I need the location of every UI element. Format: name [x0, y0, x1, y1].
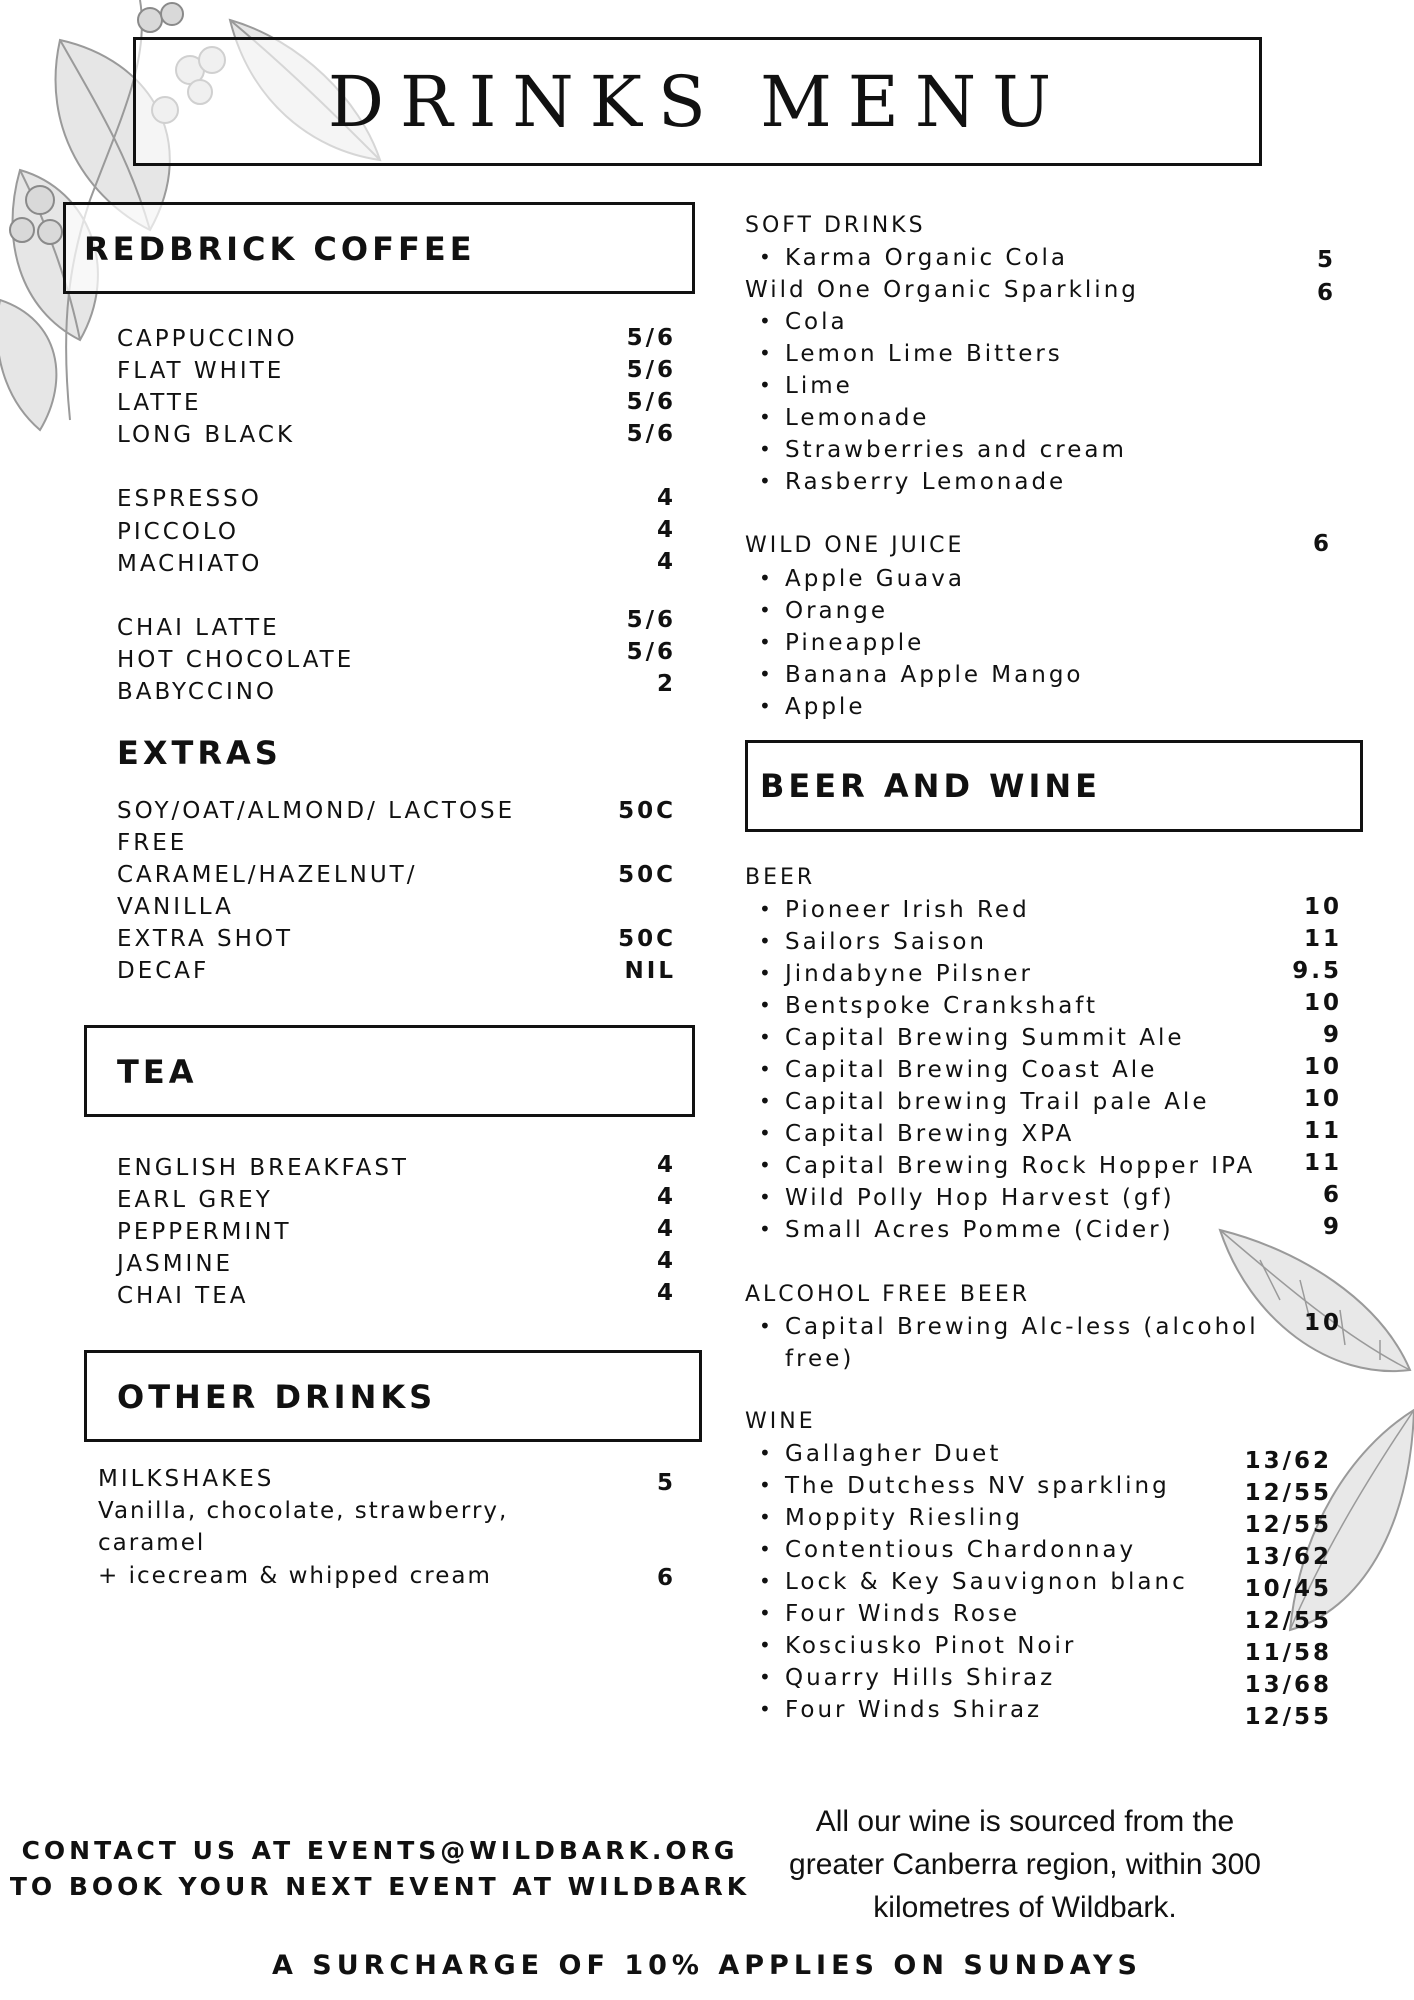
- wine-heading: WINE: [745, 1409, 816, 1434]
- menu-item: • Bentspoke Crankshaft: [785, 993, 1098, 1019]
- menu-price: 9.5: [1292, 958, 1342, 984]
- menu-item: • Gallagher Duet: [785, 1441, 1001, 1467]
- title-box: [133, 37, 1262, 166]
- menu-item: • Karma Organic Cola: [785, 245, 1068, 271]
- menu-item: SOY/OAT/ALMOND/ LACTOSE: [117, 798, 516, 824]
- menu-price: 13/62: [1244, 1544, 1332, 1570]
- menu-item: • Orange: [785, 598, 888, 624]
- menu-price: 4: [656, 1248, 676, 1274]
- menu-price: 11: [1303, 1118, 1342, 1144]
- menu-price: 9: [1322, 1214, 1342, 1240]
- other-heading: OTHER DRINKS: [117, 1378, 437, 1416]
- menu-item: CHAI LATTE: [117, 615, 280, 641]
- menu-item: • Capital Brewing XPA: [785, 1121, 1074, 1147]
- menu-item: LATTE: [117, 390, 202, 416]
- menu-item: FLAT WHITE: [117, 358, 285, 384]
- coffee-heading: REDBRICK COFFEE: [84, 230, 476, 268]
- menu-price: 12/55: [1244, 1608, 1332, 1634]
- menu-item: ESPRESSO: [117, 486, 262, 512]
- menu-price: 5/6: [626, 357, 676, 383]
- menu-price: 5: [656, 1470, 676, 1496]
- menu-price: 4: [656, 549, 676, 575]
- menu-price: 6: [1316, 280, 1336, 306]
- juice-heading: WILD ONE JUICE: [745, 533, 965, 558]
- menu-item: PICCOLO: [117, 519, 239, 545]
- menu-item: • Capital Brewing Summit Ale: [785, 1025, 1185, 1051]
- soft-drinks-heading: SOFT DRINKS: [745, 213, 926, 238]
- menu-item: • Jindabyne Pilsner: [785, 961, 1033, 987]
- menu-item: • Lock & Key Sauvignon blanc: [785, 1569, 1188, 1595]
- menu-item: • Lemonade: [785, 405, 929, 431]
- menu-item: • Small Acres Pomme (Cider): [785, 1217, 1174, 1243]
- menu-price: 11/58: [1244, 1640, 1332, 1666]
- tea-heading: TEA: [117, 1053, 198, 1091]
- wine-source-note: All our wine is sourced from the greater Canberra region, within 300 kilometres of Wildbark.: [789, 1805, 1261, 1924]
- menu-price: 4: [656, 517, 676, 543]
- menu-price: 10: [1303, 1310, 1342, 1336]
- menu-item: • Contentious Chardonnay: [785, 1537, 1136, 1563]
- menu-price: 6: [1312, 531, 1332, 557]
- menu-item: HOT CHOCOLATE: [117, 647, 355, 673]
- menu-item: • Pineapple: [785, 630, 924, 656]
- menu-item: • Banana Apple Mango: [785, 662, 1084, 688]
- menu-item: • Capital Brewing Alc-less (alcohol: [785, 1314, 1259, 1340]
- menu-item: • The Dutchess NV sparkling: [785, 1473, 1170, 1499]
- menu-price: 4: [656, 1216, 676, 1242]
- milkshake-flavours: caramel: [98, 1530, 206, 1556]
- extras-heading: EXTRAS: [117, 734, 282, 772]
- menu-item: EXTRA SHOT: [117, 926, 294, 952]
- menu-item: • Rasberry Lemonade: [785, 469, 1066, 495]
- menu-item: • Capital brewing Trail pale Ale: [785, 1089, 1209, 1115]
- menu-item: • Capital Brewing Rock Hopper IPA: [785, 1153, 1255, 1179]
- menu-price: 4: [656, 485, 676, 511]
- menu-price: 4: [656, 1152, 676, 1178]
- milkshake-addon: + icecream & whipped cream: [98, 1563, 492, 1589]
- menu-price: 5/6: [626, 389, 676, 415]
- menu-item: • Four Winds Shiraz: [785, 1697, 1042, 1723]
- menu-item: DECAF: [117, 958, 210, 984]
- menu-item: MACHIATO: [117, 551, 263, 577]
- menu-item: CHAI TEA: [117, 1283, 249, 1309]
- contact-line: CONTACT US AT EVENTS@WILDBARK.ORG: [21, 1836, 739, 1865]
- menu-price: 13/62: [1244, 1448, 1332, 1474]
- menu-price: NIL: [624, 958, 676, 984]
- menu-price: 11: [1303, 1150, 1342, 1176]
- menu-item: VANILLA: [117, 894, 234, 920]
- milkshake-flavours: Vanilla, chocolate, strawberry,: [98, 1498, 509, 1524]
- menu-item: • Wild Polly Hop Harvest (gf): [785, 1185, 1175, 1211]
- menu-item: • Kosciusko Pinot Noir: [785, 1633, 1076, 1659]
- menu-item: CARAMEL/HAZELNUT/: [117, 862, 418, 888]
- page-title: DRINKS MENU: [327, 60, 1068, 143]
- alcohol-free-heading: ALCOHOL FREE BEER: [745, 1282, 1031, 1307]
- menu-item: BABYCCINO: [117, 679, 278, 705]
- menu-item: CAPPUCCINO: [117, 326, 298, 352]
- menu-item: • Pioneer Irish Red: [785, 897, 1030, 923]
- menu-price: 12/55: [1244, 1704, 1332, 1730]
- beer-heading: BEER: [745, 865, 816, 890]
- menu-price: 9: [1322, 1022, 1342, 1048]
- menu-item: PEPPERMINT: [117, 1219, 292, 1245]
- menu-item: FREE: [117, 830, 188, 856]
- menu-price: 50C: [618, 926, 676, 952]
- menu-item: JASMINE: [117, 1251, 234, 1277]
- menu-item: Wild One Organic Sparkling: [745, 277, 1139, 303]
- menu-price: 5/6: [626, 639, 676, 665]
- menu-item: • Moppity Riesling: [785, 1505, 1023, 1531]
- menu-item: • Lemon Lime Bitters: [785, 341, 1063, 367]
- menu-price: 10: [1303, 1086, 1342, 1112]
- menu-price: 10: [1303, 990, 1342, 1016]
- menu-price: 5/6: [626, 421, 676, 447]
- menu-price: 50C: [618, 798, 676, 824]
- menu-item: • Apple Guava: [785, 566, 965, 592]
- menu-item: • Four Winds Rose: [785, 1601, 1020, 1627]
- menu-item: • Strawberries and cream: [785, 437, 1127, 463]
- menu-price: 4: [656, 1280, 676, 1306]
- menu-item: ENGLISH BREAKFAST: [117, 1155, 409, 1181]
- menu-price: 4: [656, 1184, 676, 1210]
- menu-item: LONG BLACK: [117, 422, 296, 448]
- menu-price: 12/55: [1244, 1480, 1332, 1506]
- beer-wine-heading: BEER AND WINE: [760, 767, 1101, 805]
- contact-line: TO BOOK YOUR NEXT EVENT AT WILDBARK: [9, 1872, 751, 1901]
- menu-price: 10: [1303, 894, 1342, 920]
- menu-item: EARL GREY: [117, 1187, 273, 1213]
- menu-price: 10/45: [1244, 1576, 1332, 1602]
- menu-item: • Apple: [785, 694, 865, 720]
- menu-price: 12/55: [1244, 1512, 1332, 1538]
- menu-item: • Quarry Hills Shiraz: [785, 1665, 1055, 1691]
- menu-price: 11: [1303, 926, 1342, 952]
- menu-item: • Sailors Saison: [785, 929, 987, 955]
- menu-item: • Lime: [785, 373, 853, 399]
- menu-price: 5/6: [626, 325, 676, 351]
- menu-price: 6: [656, 1565, 676, 1591]
- menu-item: • Capital Brewing Coast Ale: [785, 1057, 1157, 1083]
- menu-item: MILKSHAKES: [98, 1466, 275, 1492]
- menu-price: 13/68: [1244, 1672, 1332, 1698]
- menu-price: 5: [1316, 247, 1336, 273]
- menu-price: 6: [1322, 1182, 1342, 1208]
- menu-price: 5/6: [626, 607, 676, 633]
- menu-price: 10: [1303, 1054, 1342, 1080]
- menu-price: 2: [656, 671, 676, 697]
- menu-item: • Cola: [785, 309, 848, 335]
- sunday-surcharge: A SURCHARGE OF 10% APPLIES ON SUNDAYS: [271, 1950, 1143, 1981]
- menu-item: free): [785, 1346, 855, 1372]
- menu-price: 50C: [618, 862, 676, 888]
